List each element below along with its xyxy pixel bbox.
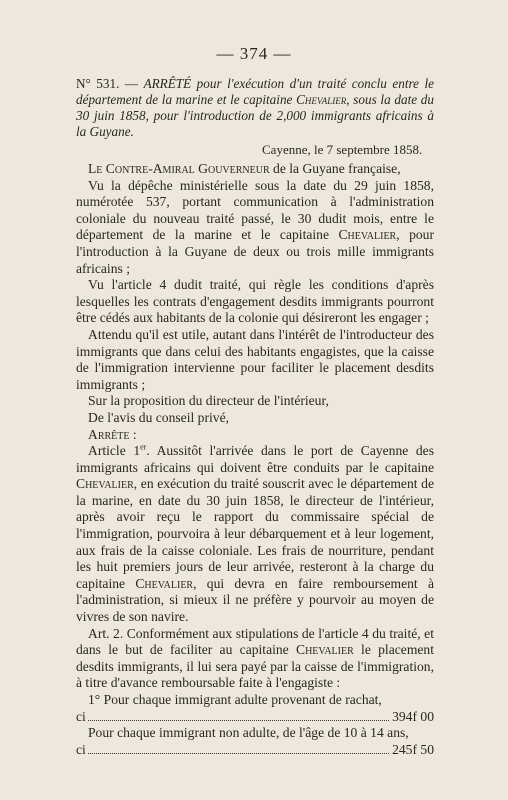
art2-captain: Chevalier	[296, 642, 354, 658]
art2-text-a: Art. 2. Conformément aux stipulations de l'article 4 du traité, et dans le but de faciliter au capitaine	[76, 625, 434, 658]
art1-captain-1: Chevalier	[76, 476, 134, 492]
intro-rest: de la Guyane française,	[269, 161, 401, 176]
intro-paragraph	[76, 161, 434, 178]
item-1-row	[76, 709, 434, 726]
art1-text-a: . Aussitôt l'arrivée dans le port de Cayenne des immigrants africains qui doivent être conduits par le capitaine	[76, 443, 435, 475]
paragraph-attendu: Attendu qu'il est utile, autant dans l'intérêt de l'introducteur des immigrants que dans celui des habitants engagistes, que la caisse de l'immigration intervienne pour faciliter le placement desdits immigrants ;	[76, 326, 434, 392]
paragraph-vu-article: Vu l'article 4 dudit traité, qui règle les conditions d'après lesquelles les contrats d'engagement desdits immigrants pourront être cédés aux habitants de la colonie qui désireront les engager ;	[76, 277, 434, 326]
arrete-heading: Arrête :	[88, 426, 137, 442]
item-2-row	[76, 742, 434, 759]
item-1-label: 1° Pour chaque immigrant adulte provenant de rachat,	[88, 692, 382, 707]
decree-header	[76, 76, 434, 140]
decree-number: N° 531. —	[76, 76, 139, 91]
p1-captain: Chevalier	[338, 227, 397, 243]
dot-leader	[88, 720, 389, 721]
paragraph-proposition: Sur la proposition du directeur de l'intérieur,	[88, 393, 329, 409]
paragraph-vu-depeche	[76, 178, 434, 278]
item-1-ci: ci	[76, 708, 86, 724]
paragraph-avis: De l'avis du conseil privé,	[88, 409, 229, 425]
decree-captain-name: Chevalier	[296, 92, 347, 107]
dateline: Cayenne, le 7 septembre 1858.	[262, 142, 423, 157]
art1-sup: er	[140, 442, 147, 452]
art1-label: Article 1	[88, 443, 141, 459]
decree-title-part2: , sous la date du 30 juin 1858, pour l'introduction de 2,000 immigrants africains à la Guyane.	[76, 92, 434, 139]
item-2-label: Pour chaque immigrant non adulte, de l'âge de 10 à 14 ans,	[88, 725, 409, 741]
art2-text-b: le placement desdits immigrants, il lui sera payé par la caisse de l'immigration, à titre d'avance remboursable faite à l'engagiste :	[76, 642, 434, 691]
article-2	[76, 626, 434, 692]
p1-text-b: , pour l'introduction à la Guyane de deux ou trois mille immigrants africains ;	[76, 227, 435, 276]
art1-captain-2: Chevalier	[135, 575, 194, 591]
item-2-amount: 245f 50	[392, 741, 434, 757]
p1-text-a: Vu la dépêche ministérielle sous la date du 29 juin 1858, numérotée 537, portant communication à l'administration coloniale du nouveau traité passé, le 30 dudit mois, entre le département de la marine et le capitaine	[76, 177, 434, 243]
art1-text-b: , en exécution du traité souscrit avec le département de la marine, en date du 30 juin 1858, le directeur de l'intérieur, après avoir reçu le rapport du commissaire spécial de l'immigration, pourvoira à leur débarquement et à leur logement, aux frais de la caisse coloniale. Les frais de nourriture, pendant les huit premiers jours de leur arrivée, resteront à la charge du capitaine	[76, 476, 434, 591]
dot-leader	[88, 753, 389, 754]
art1-text-c: , qui devra en faire remboursement à l'administration, si mieux il ne préfère y pourvoir au moyen de vivres de son navire.	[76, 575, 434, 625]
item-2-ci: ci	[76, 741, 86, 757]
article-1	[76, 443, 434, 626]
governor-title: Le Contre-Amiral Gouverneur	[88, 161, 270, 176]
decree-body	[76, 161, 434, 758]
decree-title-part1: ARRÊTÉ pour l'exécution d'un traité conclu entre le département de la marine et le capitaine	[76, 76, 434, 107]
item-1-amount: 394f 00	[392, 708, 434, 724]
page-number: — 374 —	[216, 44, 292, 63]
